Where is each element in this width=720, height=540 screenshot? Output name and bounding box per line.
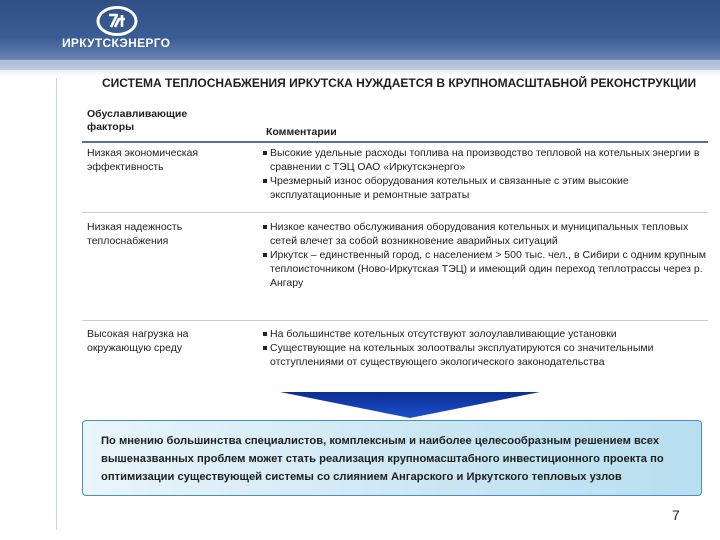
down-arrow-icon: [280, 392, 540, 418]
bullet-icon: [263, 179, 267, 183]
conclusion-box: По мнению большинства специалистов, комплексным и наиболее целесообразным решением всех вышеназванных проблем может стать реализация крупномасштабного инвестиционного проекта по оптимизации существующей системы со слиянием Ангарского и Иркутского тепловых узлов: [82, 420, 702, 496]
comment-bullet: Высокие удельные расходы топлива на производство тепловой на котельных энергии в сравнении с ТЭЦ ОАО «Иркутскэнерго»: [262, 146, 708, 174]
irkutskenergo-logo-icon: [96, 6, 138, 36]
factor-cell: Низкая экономическая эффективность: [87, 147, 199, 173]
row-divider: [82, 320, 708, 321]
bullet-icon: [263, 151, 267, 155]
comments-cell: [262, 146, 708, 202]
comment-bullet: Существующие на котельных золоотвалы эксплуатируются со значительными отступлениями от существующего экологического законодательства: [262, 341, 708, 369]
brand-name: ИРКУТСКЭНЕРГО: [62, 36, 171, 50]
header-rule: [82, 141, 708, 143]
comment-bullet: Низкое качество обслуживания оборудования котельных и муниципальных тепловых сетей влечет за собой возникновение аварийных ситуаций: [262, 220, 708, 248]
comment-bullet: Чрезмерный износ оборудования котельных и связанные с этим высокие эксплуатационные и ремонтные затраты: [262, 174, 708, 202]
comments-cell: [262, 220, 708, 290]
header-fade: [0, 60, 720, 76]
row-divider: [82, 212, 708, 213]
comments-cell: [262, 327, 708, 369]
comment-bullet: Иркутск – единственный город, с населением > 500 тыс. чел., в Сибири с одним крупным теплоисточником (Ново-Иркутская ТЭЦ) и имеющий один переход теплотрассы через р. Ангару: [262, 248, 708, 290]
left-rule: [56, 78, 57, 530]
page-number: 7: [672, 507, 680, 523]
bullet-icon: [263, 253, 267, 257]
column-header-factors: Обуславливающие факторы: [87, 108, 188, 133]
factor-cell: Низкая надежность теплоснабжения: [87, 221, 183, 247]
factor-cell: Высокая нагрузка на окружающую среду: [87, 328, 189, 354]
bullet-icon: [263, 332, 267, 336]
column-header-comments: Комментарии: [266, 126, 337, 138]
bullet-icon: [263, 225, 267, 229]
bullet-icon: [263, 346, 267, 350]
page-title: СИСТЕМА ТЕПЛОСНАБЖЕНИЯ ИРКУТСКА НУЖДАЕТСЯ В КРУПНОМАСШТАБНОЙ РЕКОНСТРУКЦИИ: [102, 76, 697, 90]
comment-bullet: На большинстве котельных отсутствуют золоулавливающие установки: [262, 327, 708, 341]
